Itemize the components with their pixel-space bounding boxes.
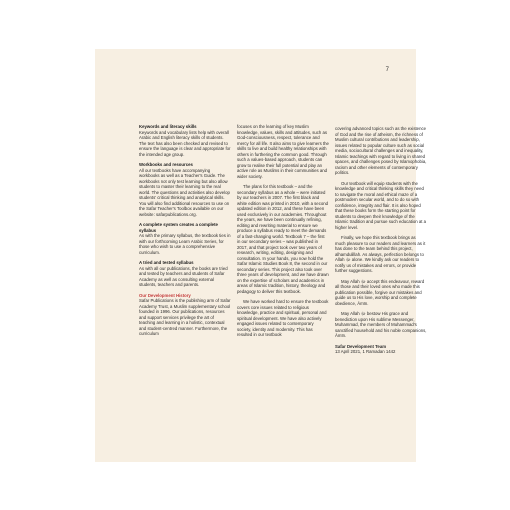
paragraph: Finally, we hope this textbook brings as much pleasure to our readers and learners as it has done to the team behind this project, alhamdulillah. As always, perfection belongs to Allah ﷻ alone. We kindly ask our readers to notify us of mistakes and errors, or provide further suggestions. <box>335 235 426 273</box>
paragraph: Our textbook will equip students with the knowledge and critical thinking skills they need to navigate the moral and ethical maze of a postmodern secular world, and to do so with confidence, integrity and flair. It is also hoped that these books form the starting point for students to deepen their knowledge of the Islamic tradition and pursue such education at a higher level. <box>335 180 427 230</box>
section-heading: Workbooks and resources <box>139 162 193 167</box>
section-text: Keywords and vocabulary lists help with overall Arabic and English literacy skills of students. The text has also been checked and revised to ensure the language is clear and appropriate for the intended age group. <box>139 129 231 157</box>
signature-date: 13 April 2021, 1 Ramadan 1442 <box>335 349 396 354</box>
section-text: As with the primary syllabus, the textbook ties in with our forthcoming Learn Arabic Series, for those who wish to use a comprehensive curriculum. <box>139 233 231 255</box>
column-middle <box>237 124 329 343</box>
paragraph: May Allah ﷻ bestow His grace and benediction upon His sublime Messenger, Muhammad, the members of Muhammad's sanctified household and his noble companions, Āmīn. <box>335 311 427 338</box>
section-text: As with all our publications, the books are tried and tested by teachers and students of Safar Academy as well as consulting external students, teachers and parents. <box>139 265 228 287</box>
section-heading: A complete system creates a complete syllabus <box>139 222 218 233</box>
column-left <box>139 124 231 342</box>
signature-name: Safar Development Team <box>335 343 387 349</box>
section-heading: Our Development History <box>139 292 191 298</box>
column-right <box>335 126 427 355</box>
section-heading: A tried and tested syllabus <box>139 260 194 265</box>
paragraph: focuses on the learning of key Muslim knowledge, values, skills and attitudes, such as God-consciousness, respect, tolerance and mercy for all life. It also aims to give learners the skills to live and build healthy relationships with others in furthering the common good. Through such a values-based approach, students can grow to realise their full potential and play an active role as Muslims in their communities and wider society. <box>237 124 329 179</box>
section-heading: Keywords and literacy skills <box>139 124 197 129</box>
book-page <box>95 49 427 462</box>
paragraph: The plans for this textbook – and the secondary syllabus as a whole – were initiated by our teachers in 2007. The first black and white edition was printed in 2010, with a second updated edition in 2012, and these have been used exclusively in our academies. Throughout the years, we have been continually refining, editing and rewriting material to ensure we produce a syllabus ready to meet the demands of a fast-changing world. Textbook 7 – the first in our secondary series – was published in 2017, and that project took over two years of research, writing, editing, designing and consultation. In your hands, you now hold the Safar Islamic Studies Book 8, the second in our secondary series. This project also took over three years of development, and we have drawn on the expertise of scholars and academics in areas of Islamic tradition, history, theology and pedagogy to deliver this textbook. <box>237 184 329 294</box>
paragraph: We have worked hard to ensure the textbook covers core issues related to religious knowledge, practice and spiritual, personal and spiritual development. We have also actively engaged issues related to contemporary society, identity and modernity. This has resulted in our textbook <box>237 299 329 337</box>
paragraph: covering advanced topics such as the existence of God and the rise of atheism, the richness of Muslim cultural contributions and leadership, issues related to popular culture such as social media, sociocultural challenges and inequality, Islamic teachings with regard to living in shared spaces, and challenges posed by Islamophobia, racism and other elements of contemporary politics. <box>335 126 427 175</box>
paragraph: May Allah ﷻ accept this endeavour, reward all those and their loved ones who made this publication possible, forgive our mistakes and guide us to His love, worship and complete obedience, Āmīn. <box>335 278 425 306</box>
section-text: All our textbooks have accompanying workbooks as well as a Teacher's Guide. The workbooks not only test learning but also allow students to master their learning to the real world. The questions and activities also develop students' critical thinking and analytical skills. You will also find additional resources to use on the Safar Teacher's Toolbox available on our website: safarpublications.org. <box>139 167 230 217</box>
page-number: 7 <box>385 67 389 73</box>
section-text: Safar Publications is the publishing arm of Safar Academy Trust, a Muslim supplementary school founded in 1996. Our publications, resources and support services privilege the art of teaching and learning in a holistic, contextual and student-centred manner. Furthermore, the curriculum <box>139 298 231 336</box>
